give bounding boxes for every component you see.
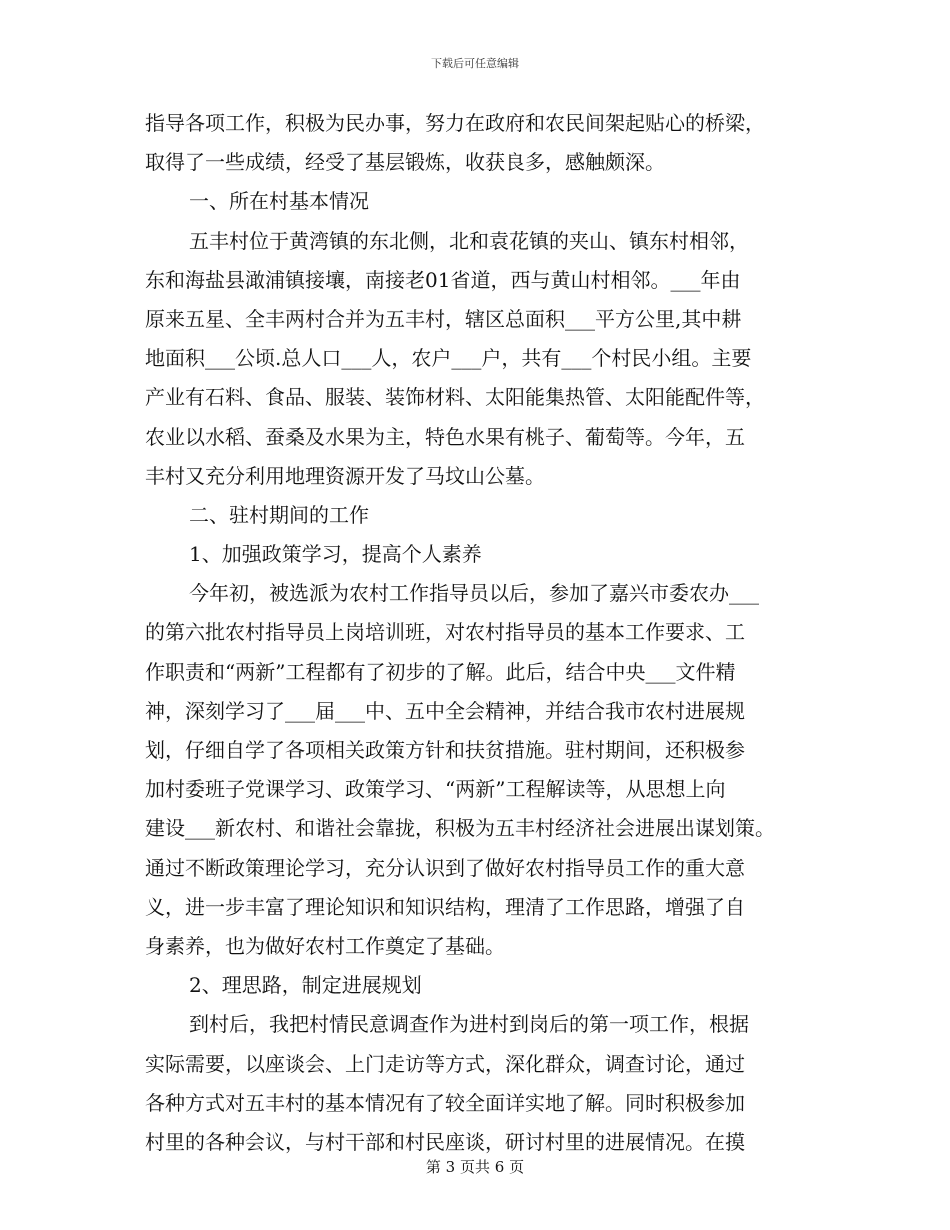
section-heading-1: 一、所在村基本情况 xyxy=(189,189,369,214)
text-line-9: 农业以水稻、蚕桑及水果为主，特色水果有桃子、葡萄等。今年，五 xyxy=(145,424,745,449)
body-text xyxy=(145,104,805,1162)
section-heading-2: 二、驻村期间的工作 xyxy=(189,502,369,527)
text-line-19: 建设___新农村、和谐社会靠拢，积极为五丰村经济社会进展出谋划策。 xyxy=(145,816,775,841)
text-line-17: 划，仔细自学了各项相关政策方针和扶贫措施。驻村期间，还积极参 xyxy=(145,738,745,762)
subsection-heading-1: 1、加强政策学习，提高个人素养 xyxy=(189,542,482,567)
text-line-8: 产业有石料、食品、服装、装饰材料、太阳能集热管、太阳能配件等， xyxy=(145,385,765,410)
text-line-25: 实际需要，以座谈会、上门走访等方式，深化群众，调查讨论，通过 xyxy=(145,1051,745,1076)
text-line-26: 各种方式对五丰村的基本情况有了较全面详实地了解。同时积极参加 xyxy=(145,1090,745,1115)
text-line-27: 村里的各种会议，与村干部和村民座谈，研讨村里的进展情况。在摸 xyxy=(145,1129,745,1154)
text-line-2: 取得了一些成绩，经受了基层锻炼，收获良多，感触颇深。 xyxy=(145,150,665,175)
text-line-21: 义，进一步丰富了理论知识和知识结构，理清了工作思路，增强了自 xyxy=(145,894,745,919)
text-line-24: 到村后，我把村情民意调查作为进村到岗后的第一项工作，根据 xyxy=(189,1012,749,1037)
text-line-7: 地面积___公顷.总人口___人，农户___户，共有___个村民小组。主要 xyxy=(145,346,752,371)
text-line-1: 指导各项工作，积极为民办事，努力在政府和农民间架起贴心的桥梁， xyxy=(145,111,765,135)
text-line-22: 身素养，也为做好农村工作奠定了基础。 xyxy=(145,933,505,958)
text-line-10: 丰村又充分利用地理资源开发了马坟山公墓。 xyxy=(145,463,545,488)
text-line-20: 通过不断政策理论学习，充分认识到了做好农村指导员工作的重大意 xyxy=(145,855,745,880)
text-line-16: 神，深刻学习了___届___中、五中全会精神，并结合我市农村进展规 xyxy=(145,698,745,723)
subsection-heading-2: 2、理思路，制定进展规划 xyxy=(189,973,422,998)
text-line-14: 的第六批农村指导员上岗培训班，对农村指导员的基本工作要求、工 xyxy=(145,620,745,645)
text-line-5: 东和海盐县澉浦镇接壤，南接老01省道，西与黄山村相邻。___年由 xyxy=(145,267,741,292)
page-header-note: 下载后可任意编辑 xyxy=(431,57,519,70)
text-line-18: 加村委班子党课学习、政策学习、“两新”工程解读等，从思想上向 xyxy=(145,777,726,802)
text-line-4: 五丰村位于黄湾镇的东北侧，北和袁花镇的夹山、镇东村相邻， xyxy=(189,228,749,253)
text-line-6: 原来五星、全丰两村合并为五丰村，辖区总面积___平方公里,其中耕 xyxy=(145,306,742,331)
text-line-13: 今年初，被选派为农村工作指导员以后，参加了嘉兴市委农办___ xyxy=(189,581,759,606)
text-line-15: 作职责和“两新”工程都有了初步的了解。此后，结合中央___文件精 xyxy=(145,659,736,684)
page-number-footer: 第 3 页共 6 页 xyxy=(425,1158,525,1176)
